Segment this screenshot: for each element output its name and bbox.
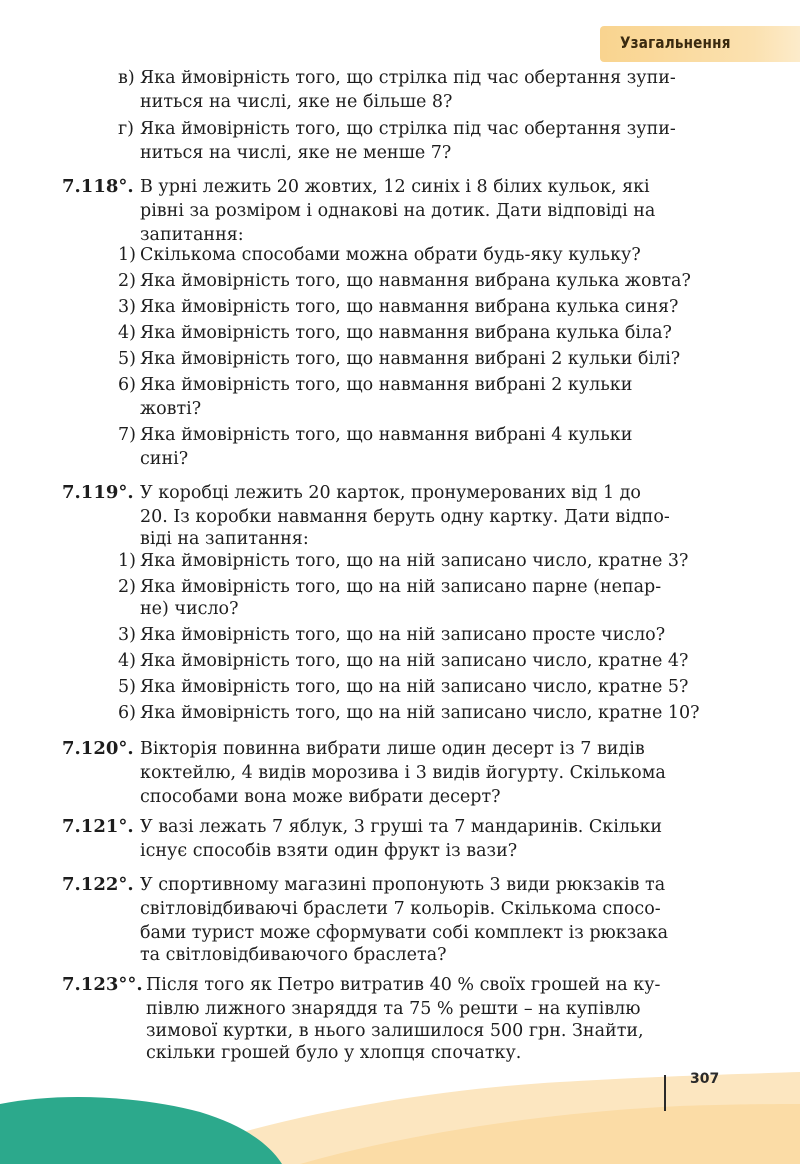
text-line: сині?: [140, 449, 189, 469]
sub-marker: в): [118, 68, 135, 88]
text-line: Яка ймовірність того, що на ній записано парне (непар-: [140, 577, 662, 597]
text-line: У коробці лежить 20 карток, пронумерованих від 1 до: [140, 483, 641, 503]
text-line: Яка ймовірність того, що навмання вибрана кулька жовта?: [140, 271, 691, 291]
text-line: У спортивному магазині пропонують 3 види рюкзаків та: [140, 875, 666, 895]
text-line: рівні за розміром і однакові на дотик. Дати відповіді на: [140, 201, 656, 221]
text-line: Яка ймовірність того, що на ній записано число, кратне 10?: [140, 703, 700, 723]
sub-marker: г): [118, 119, 134, 139]
sub-marker: 5): [118, 677, 136, 697]
sub-marker: 2): [118, 577, 136, 597]
text-line: Яка ймовірність того, що на ній записано число, кратне 4?: [140, 651, 689, 671]
sub-marker: 3): [118, 297, 136, 317]
problem-number: 7.122°.: [62, 874, 134, 895]
page-number: 307: [690, 1071, 720, 1087]
text-line: способами вона може вибрати десерт?: [140, 787, 501, 807]
sub-marker: 6): [118, 703, 136, 723]
page-number-rule: [664, 1075, 666, 1111]
text-line: віді на запитання:: [140, 529, 309, 549]
sub-marker: 1): [118, 551, 136, 571]
text-line: існує способів взяти один фрукт із вази?: [140, 841, 518, 861]
text-line: скільки грошей було у хлопця спочатку.: [146, 1043, 522, 1063]
text-line: Після того як Петро витратив 40 % своїх грошей на ку-: [146, 975, 661, 995]
text-line: Яка ймовірність того, що стрілка під час обертання зупи-: [140, 68, 676, 88]
text-line: ниться на числі, яке не менше 7?: [140, 143, 452, 163]
text-line: Скількома способами можна обрати будь-яку кульку?: [140, 245, 641, 265]
problem-number: 7.120°.: [62, 738, 134, 759]
text-line: Яка ймовірність того, що на ній записано просте число?: [140, 625, 666, 645]
problem-number: 7.121°.: [62, 816, 134, 837]
text-line: ниться на числі, яке не більше 8?: [140, 92, 453, 112]
text-line: У вазі лежать 7 яблук, 3 груші та 7 мандаринів. Скільки: [140, 817, 663, 837]
text-line: Яка ймовірність того, що на ній записано число, кратне 5?: [140, 677, 689, 697]
text-line: півлю лижного знаряддя та 75 % решти – на купівлю: [146, 999, 641, 1019]
text-line: запитання:: [140, 225, 244, 245]
teal-shape: [0, 1097, 282, 1164]
problem-number: 7.118°.: [62, 176, 134, 197]
text-line: Яка ймовірність того, що на ній записано число, кратне 3?: [140, 551, 689, 571]
sub-marker: 4): [118, 323, 136, 343]
sub-marker: 5): [118, 349, 136, 369]
sub-marker: 7): [118, 425, 136, 445]
text-line: В урні лежить 20 жовтих, 12 синіх і 8 білих кульок, які: [140, 177, 650, 197]
text-line: коктейлю, 4 видів морозива і 3 видів йогурту. Скількома: [140, 763, 666, 783]
text-line: Яка ймовірність того, що стрілка під час обертання зупи-: [140, 119, 676, 139]
sub-marker: 1): [118, 245, 136, 265]
text-line: 20. Із коробки навмання беруть одну картку. Дати відпо-: [140, 507, 670, 527]
text-line: Яка ймовірність того, що навмання вибрані 2 кульки: [140, 375, 633, 395]
text-line: бами турист може сформувати собі комплект із рюкзака: [140, 923, 669, 943]
text-line: Вікторія повинна вибрати лише один десерт із 7 видів: [140, 739, 645, 759]
text-line: жовті?: [140, 399, 202, 419]
problem-number: 7.123°°.: [62, 974, 143, 995]
text-line: та світловідбиваючого браслета?: [140, 945, 447, 965]
sub-marker: 3): [118, 625, 136, 645]
sub-marker: 6): [118, 375, 136, 395]
text-line: не) число?: [140, 599, 239, 619]
header-title: Узагальнення: [620, 33, 731, 52]
text-line: Яка ймовірність того, що навмання вибрана кулька біла?: [140, 323, 672, 343]
text-line: Яка ймовірність того, що навмання вибрана кулька синя?: [140, 297, 679, 317]
text-line: зимової куртки, в нього залишилося 500 грн. Знайти,: [146, 1021, 644, 1041]
text-line: Яка ймовірність того, що навмання вибрані 2 кульки білі?: [140, 349, 681, 369]
sub-marker: 4): [118, 651, 136, 671]
text-line: світловідбиваючі браслети 7 кольорів. Скількома спосо-: [140, 899, 661, 919]
text-line: Яка ймовірність того, що навмання вибрані 4 кульки: [140, 425, 633, 445]
sub-marker: 2): [118, 271, 136, 291]
problem-number: 7.119°.: [62, 482, 134, 503]
